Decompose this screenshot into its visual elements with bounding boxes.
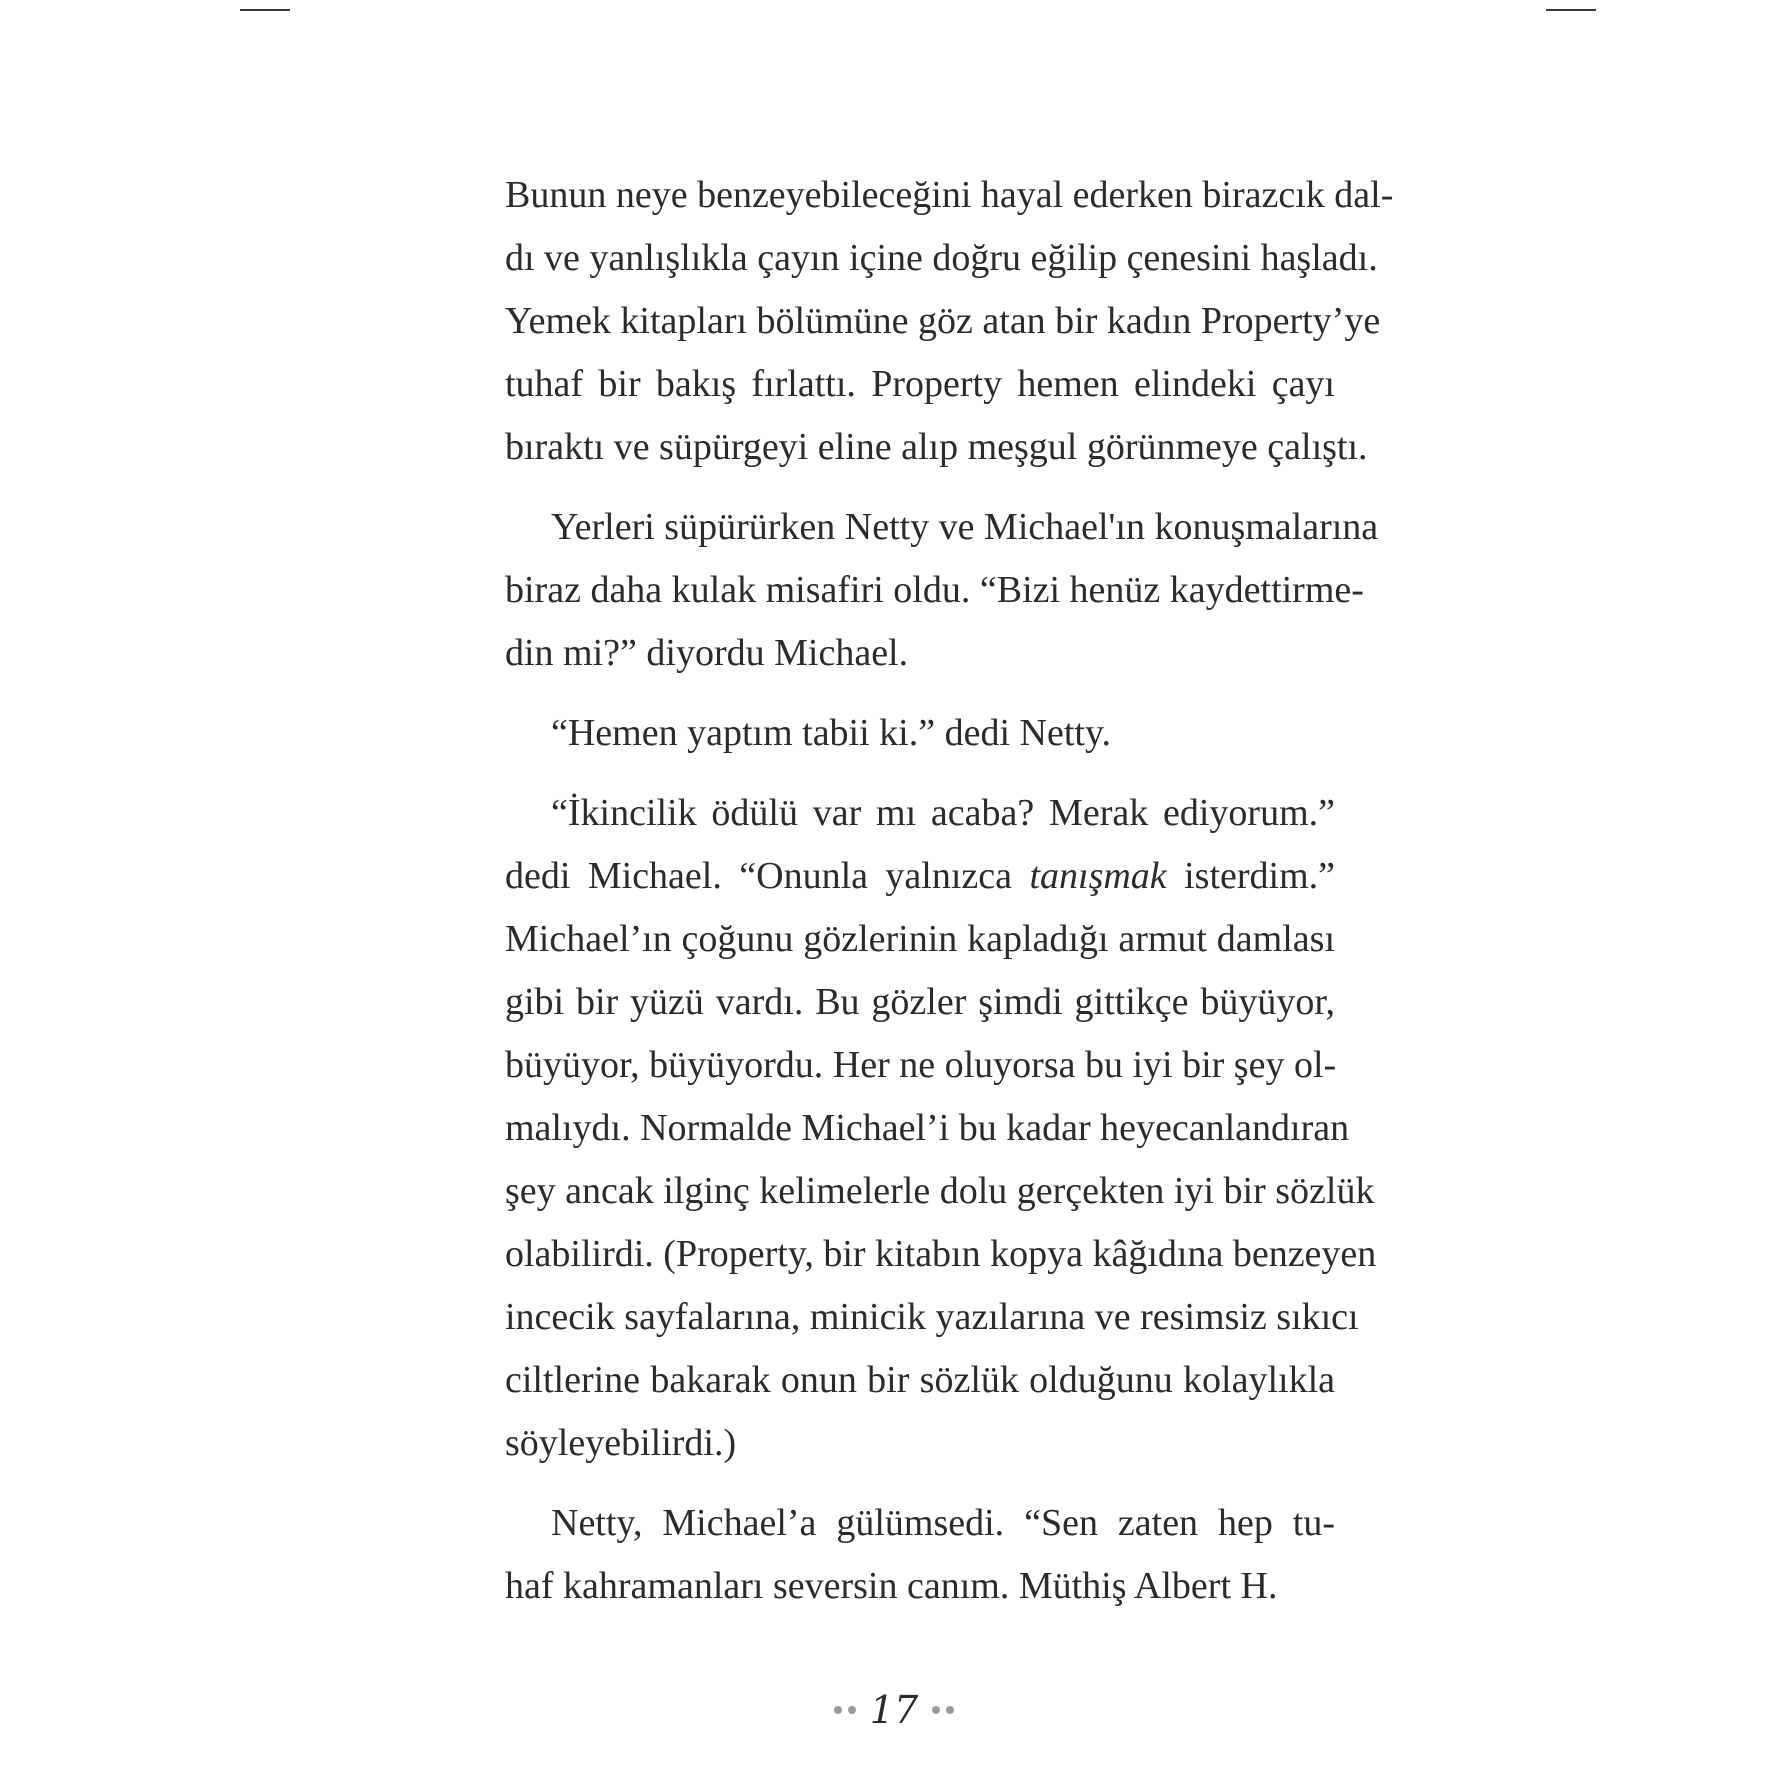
text-segment: isterdim.” [1166, 855, 1336, 897]
text-line: incecik sayfalarına, minicik yazılarına ve resimsiz sıkıcı [505, 1296, 1359, 1338]
text-line: gibi bir yüzü vardı. Bu gözler şimdi gittikçe büyüyor, [505, 981, 1335, 1023]
crop-mark-left [240, 9, 290, 11]
ornament-dot [932, 1706, 940, 1714]
ornament-dot [834, 1706, 842, 1714]
text-line: malıydı. Normalde Michael’i bu kadar heyecanlandıran [505, 1107, 1350, 1149]
page-number: 17 [869, 1688, 919, 1732]
text-line: Yerleri süpürürken Netty ve Michael'ın konuşmalarına [551, 506, 1379, 548]
paragraph [505, 702, 1335, 765]
text-line: ciltlerine bakarak onun bir sözlük olduğunu kolaylıkla [505, 1359, 1335, 1401]
left-ornament-dots [834, 1706, 856, 1714]
right-ornament-dots [932, 1706, 954, 1714]
text-line: büyüyor, büyüyordu. Her ne oluyorsa bu iyi bir şey ol- [505, 1044, 1337, 1086]
body-text [505, 164, 1394, 1635]
ornament-dot [848, 1706, 856, 1714]
paragraph [505, 782, 1377, 1475]
text-line: dı ve yanlışlıkla çayın içine doğru eğilip çenesini haşladı. [505, 237, 1378, 279]
paragraph [505, 1492, 1335, 1618]
text-line: Michael’ın çoğunu gözlerinin kapladığı armut damlası [505, 918, 1335, 960]
text-line: Bunun neye benzeyebileceğini hayal ederken birazcık dal- [505, 174, 1394, 216]
text-segment: dedi Michael. “Onunla yalnızca [505, 855, 1030, 897]
paragraph [505, 496, 1379, 685]
text-line [505, 845, 1335, 908]
text-line: olabilirdi. (Property, bir kitabın kopya kâğıdına benzeyen [505, 1233, 1377, 1275]
text-line: bıraktı ve süpürgeyi eline alıp meşgul görünmeye çalıştı. [505, 426, 1368, 468]
text-line: söyleyebilirdi.) [505, 1422, 737, 1464]
paragraph [505, 164, 1394, 479]
text-line: din mi?” diyordu Michael. [505, 632, 909, 674]
text-line: Netty, Michael’a gülümsedi. “Sen zaten hep tu- [551, 1502, 1335, 1544]
text-line: Yemek kitapları bölümüne göz atan bir kadın Property’ye [505, 300, 1381, 342]
text-line: biraz daha kulak misafiri oldu. “Bizi henüz kaydettirme- [505, 569, 1364, 611]
text-line: “İkincilik ödülü var mı acaba? Merak ediyorum.” [551, 792, 1335, 834]
ornament-dot [946, 1706, 954, 1714]
page-footer [0, 1688, 1788, 1732]
italic-word: tanışmak [1029, 855, 1167, 897]
text-line: “Hemen yaptım tabii ki.” dedi Netty. [551, 712, 1111, 754]
crop-mark-right [1546, 9, 1596, 11]
text-line: haf kahramanları seversin canım. Müthiş Albert H. [505, 1565, 1278, 1607]
text-line: tuhaf bir bakış fırlattı. Property hemen elindeki çayı [505, 363, 1335, 405]
text-line: şey ancak ilginç kelimelerle dolu gerçekten iyi bir sözlük [505, 1170, 1375, 1212]
